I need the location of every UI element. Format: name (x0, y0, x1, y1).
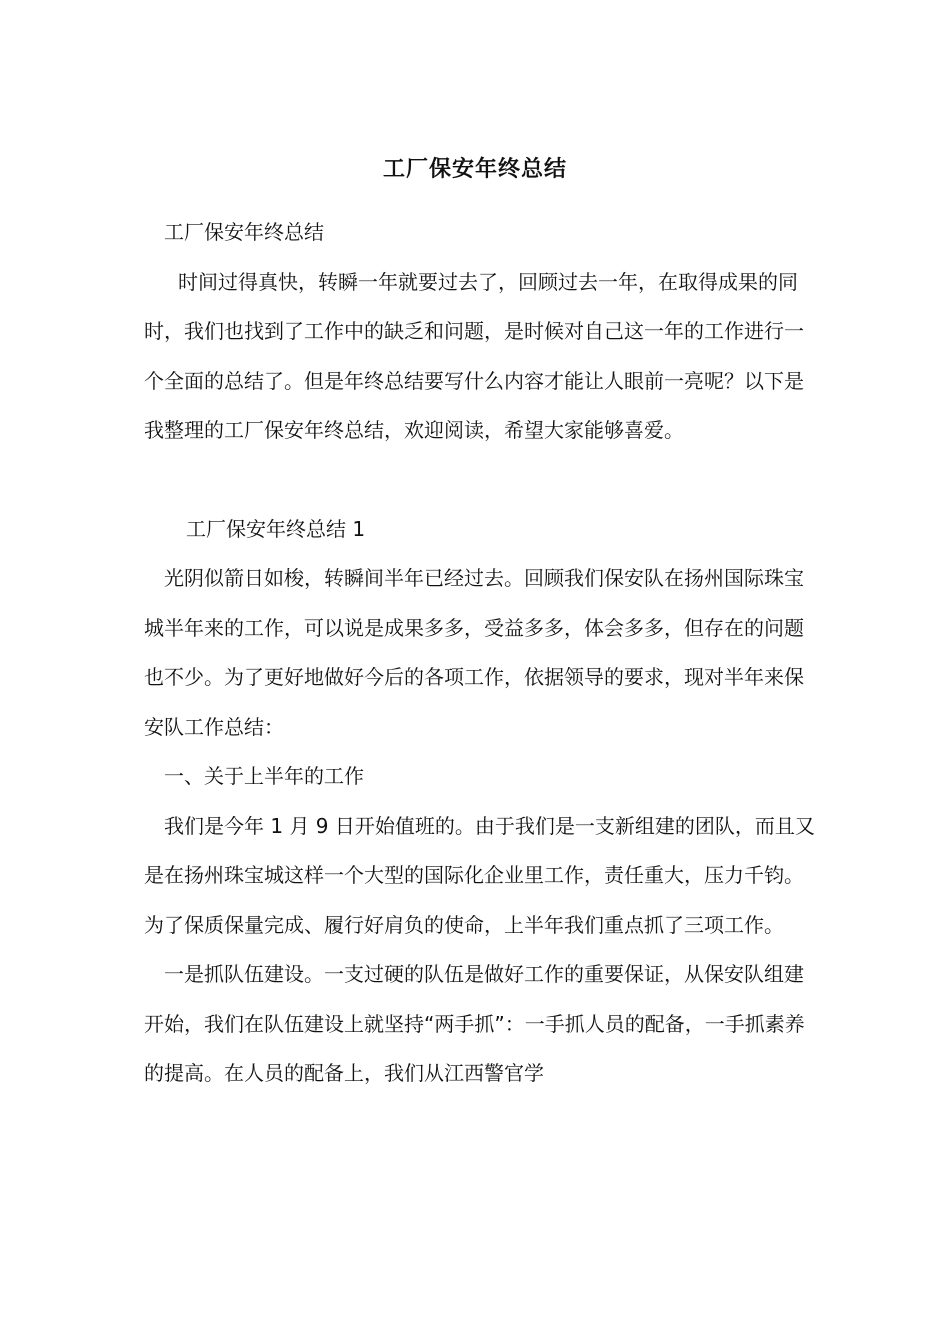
body-paragraph: 光阴似箭日如梭，转瞬间半年已经过去。回顾我们保安队在扬州国际珠宝城半年来的工作，可以说是成果多多，受益多多，体会多多，但存在的问题也不少。为了更好地做好今后的各项工作，依据领导的要求，现对半年来保安队工作总结： (144, 566, 804, 739)
document-title: 工厂保安年终总结 (382, 157, 567, 182)
subsection-heading: 一、关于上半年的工作 (164, 764, 364, 788)
body-paragraph: 我们是今年 1 月 9 日开始值班的。由于我们是一支新组建的团队，而且又是在扬州珠宝城这样一个大型的国际化企业里工作，责任重大，压力千钧。为了保质保量完成、履行好肩负的使命，上半年我们重点抓了三项工作。 (144, 813, 815, 937)
paragraph-gap (144, 456, 816, 505)
body-paragraph: 一是抓队伍建设。一支过硬的队伍是做好工作的重要保证，从保安队组建开始，我们在队伍建设上就坚持“两手抓”：一手抓人员的配备，一手抓素养的提高。在人员的配备上，我们从江西警官学 (144, 962, 805, 1085)
subtitle-paragraph: 工厂保安年终总结 (164, 220, 324, 244)
document-body (144, 208, 816, 1099)
intro-paragraph: 时间过得真快，转瞬一年就要过去了，回顾过去一年，在取得成果的同时，我们也找到了工作中的缺乏和问题，是时候对自己这一年的工作进行一个全面的总结了。但是年终总结要写什么内容才能让人眼前一亮呢？以下是我整理的工厂保安年终总结，欢迎阅读，希望大家能够喜爱。 (144, 269, 804, 442)
section-heading: 工厂保安年终总结 1 (186, 516, 366, 541)
